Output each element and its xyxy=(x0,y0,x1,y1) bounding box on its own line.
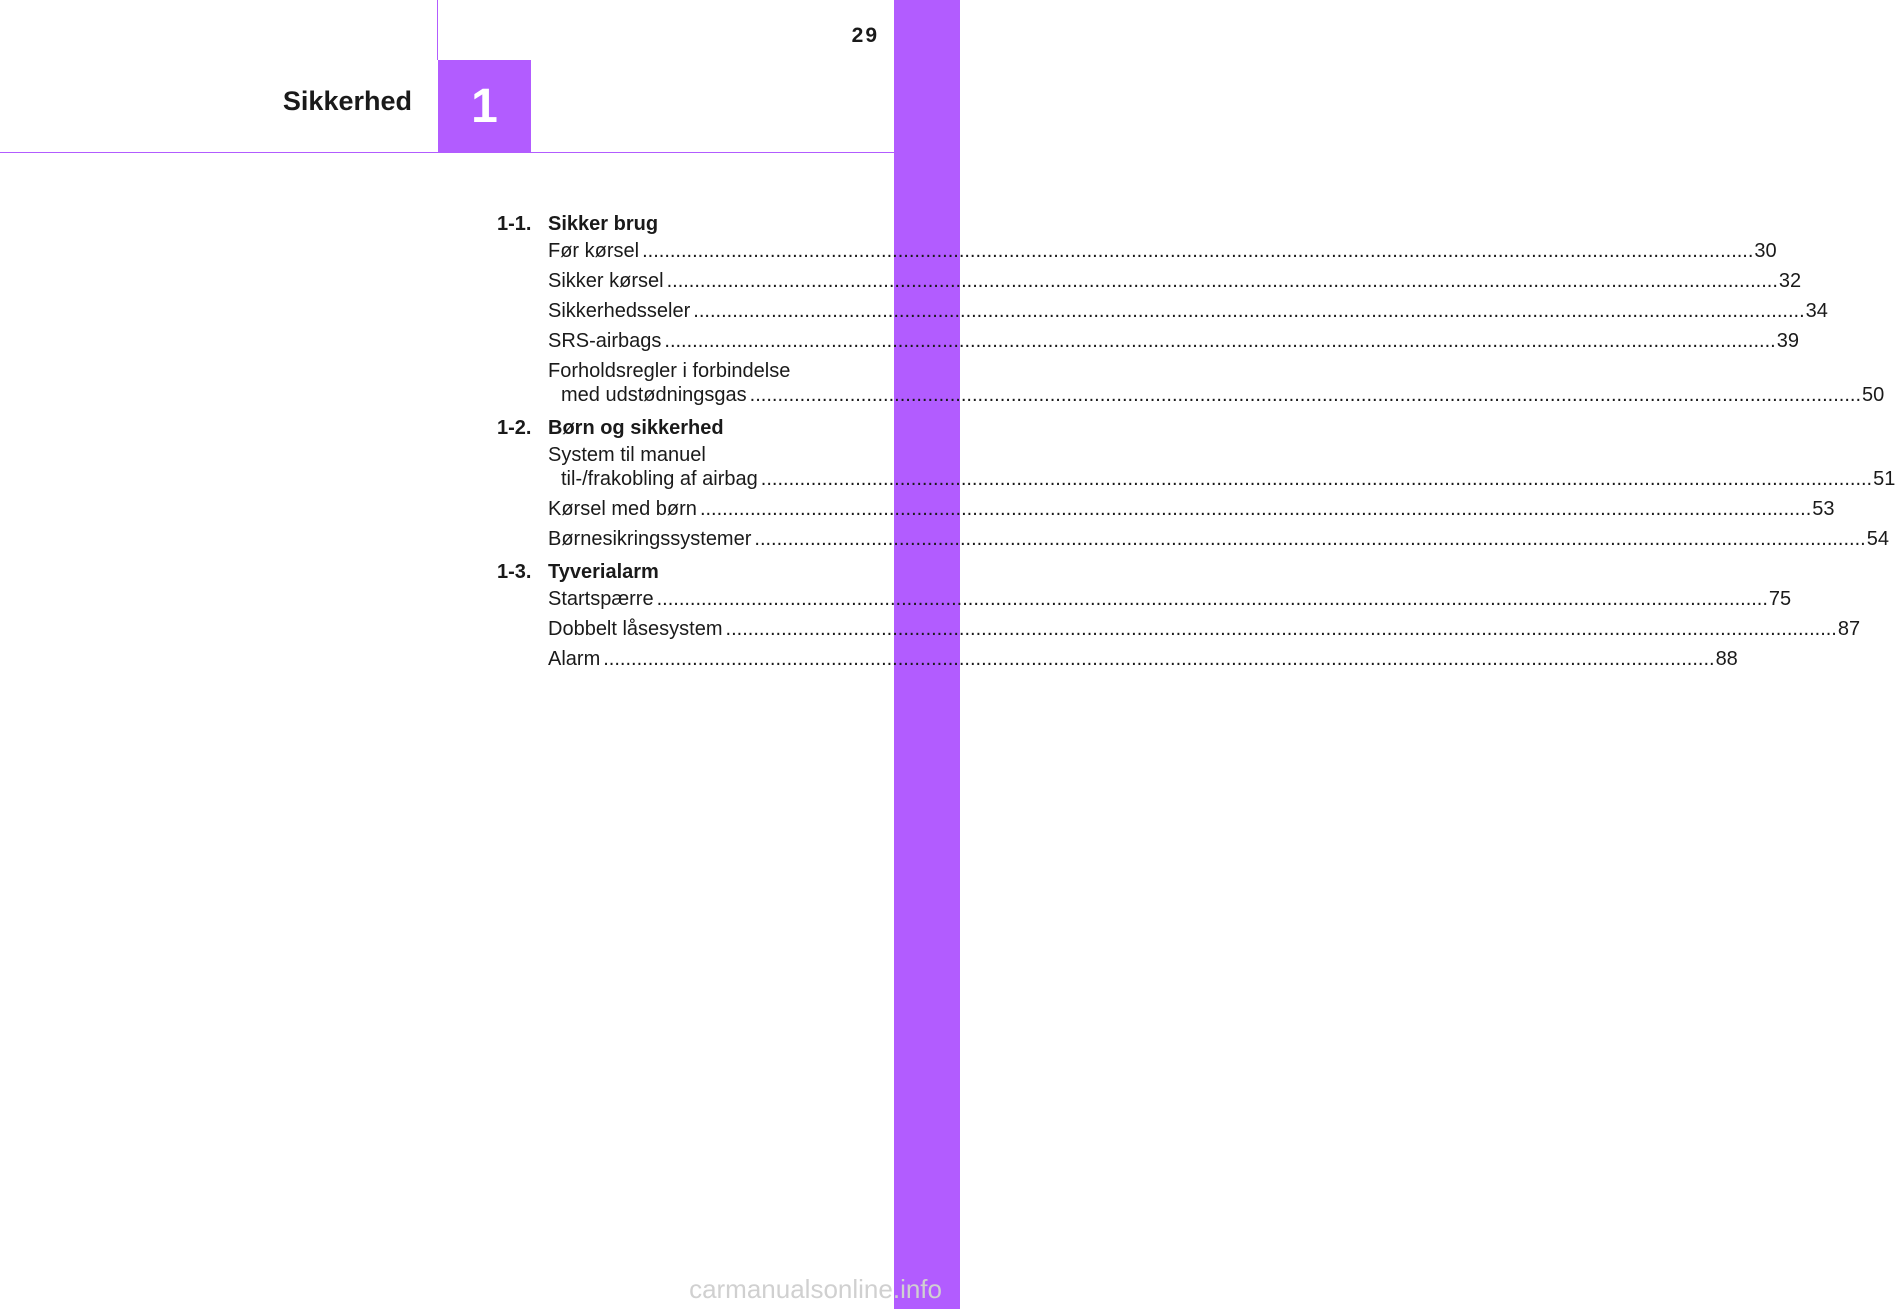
toc-entry-line xyxy=(548,299,1828,323)
watermark: carmanualsonline.info xyxy=(689,1274,942,1304)
toc-entry[interactable] xyxy=(548,329,1799,353)
dot-leader: ........................................................................................................................................................................................................ xyxy=(656,587,1768,610)
toc-entry-label: Børnesikringssystemer xyxy=(548,527,752,550)
toc-entry-page: 87 xyxy=(1837,617,1861,640)
page-number: 29 xyxy=(851,24,879,47)
toc-entry-page: 88 xyxy=(1715,647,1738,670)
toc-entry[interactable] xyxy=(548,617,1861,641)
toc-entry-label: System til manuel xyxy=(548,443,706,466)
toc-entry-line xyxy=(548,617,1861,641)
toc-entry-label: Sikkerhedsseler xyxy=(548,299,691,322)
dot-leader: ........................................................................................................................................................................................................ xyxy=(725,617,1837,640)
toc-section xyxy=(497,413,1895,551)
header-vertical-divider xyxy=(437,0,438,60)
toc-entry-page: 32 xyxy=(1778,269,1802,292)
toc-entry[interactable] xyxy=(548,587,1792,611)
toc-entry[interactable] xyxy=(548,443,1895,491)
toc-entry-label: SRS-airbags xyxy=(548,329,662,352)
dot-leader: ........................................................................................................................................................................................................ xyxy=(666,269,1778,292)
toc-entry-page: 53 xyxy=(1812,497,1835,520)
toc-entry-line xyxy=(548,497,1835,521)
toc-entry[interactable] xyxy=(548,299,1828,323)
dot-leader: ........................................................................................................................................................................................................ xyxy=(754,527,1866,550)
toc-entry-page: 50 xyxy=(1862,383,1885,406)
toc-entry-line xyxy=(548,443,835,467)
section-title: Børn og sikkerhed xyxy=(548,416,724,439)
toc-entry[interactable] xyxy=(548,497,1835,521)
toc-entry-line xyxy=(548,359,835,383)
dot-leader: ........................................................................................................................................................................................................ xyxy=(642,239,1754,262)
toc-entry-label: Før kørsel xyxy=(548,239,640,262)
section-title: Sikker brug xyxy=(548,212,659,235)
toc-entry-label: Kørsel med børn xyxy=(548,497,697,520)
toc-entry-page: 34 xyxy=(1805,299,1828,322)
toc-entry-line xyxy=(548,467,1895,491)
dot-leader: ........................................................................................................................................................................................................ xyxy=(664,329,1776,352)
toc-entry-label: Forholdsregler i forbindelse xyxy=(548,359,791,382)
toc-entry-line xyxy=(548,239,1777,263)
toc-entry-label: Sikker kørsel xyxy=(548,269,664,292)
toc-entry-line xyxy=(548,647,1738,671)
toc-section-heading[interactable] xyxy=(497,557,835,587)
toc-entry-page: 75 xyxy=(1768,587,1792,610)
toc-entry-page: 39 xyxy=(1776,329,1799,352)
toc-entry-label: Dobbelt låsesystem xyxy=(548,617,723,640)
toc-entry-line xyxy=(548,383,1885,407)
toc-entry-line xyxy=(548,527,1889,551)
dot-leader: ........................................................................................................................................................................................................ xyxy=(749,383,1861,406)
section-number: 1-3. xyxy=(497,560,532,583)
toc-entry-page: 30 xyxy=(1754,239,1777,262)
toc-entry-line xyxy=(548,329,1799,353)
toc-entry[interactable] xyxy=(548,527,1889,551)
toc-entry[interactable] xyxy=(548,359,1885,407)
dot-leader: ........................................................................................................................................................................................................ xyxy=(760,467,1873,490)
toc-section-heading[interactable] xyxy=(497,413,835,443)
toc-entry-page: 51 xyxy=(1873,467,1895,490)
toc-entry-label: Alarm xyxy=(548,647,601,670)
toc-entry-line xyxy=(548,269,1802,293)
toc-entry[interactable] xyxy=(548,239,1777,263)
toc-entry-label: til-/frakobling af airbag xyxy=(561,467,758,490)
toc-entry-line xyxy=(548,587,1792,611)
section-number: 1-1. xyxy=(497,212,532,235)
dot-leader: ........................................................................................................................................................................................................ xyxy=(699,497,1812,520)
chapter-number-badge: 1 xyxy=(438,60,531,153)
toc-entry[interactable] xyxy=(548,647,1738,671)
toc-entry-label: med udstødningsgas xyxy=(561,383,747,406)
table-of-contents xyxy=(497,209,1895,677)
toc-entry-page: 54 xyxy=(1866,527,1889,550)
dot-leader: ........................................................................................................................................................................................................ xyxy=(693,299,1805,322)
toc-entry[interactable] xyxy=(548,269,1802,293)
toc-section-heading[interactable] xyxy=(497,209,835,239)
toc-section xyxy=(497,557,1861,671)
toc-entry-label: Startspærre xyxy=(548,587,654,610)
dot-leader: ........................................................................................................................................................................................................ xyxy=(603,647,1715,670)
chapter-title: Sikkerhed xyxy=(282,86,412,116)
toc-section xyxy=(497,209,1885,407)
section-number: 1-2. xyxy=(497,416,532,439)
section-title: Tyverialarm xyxy=(548,560,659,583)
